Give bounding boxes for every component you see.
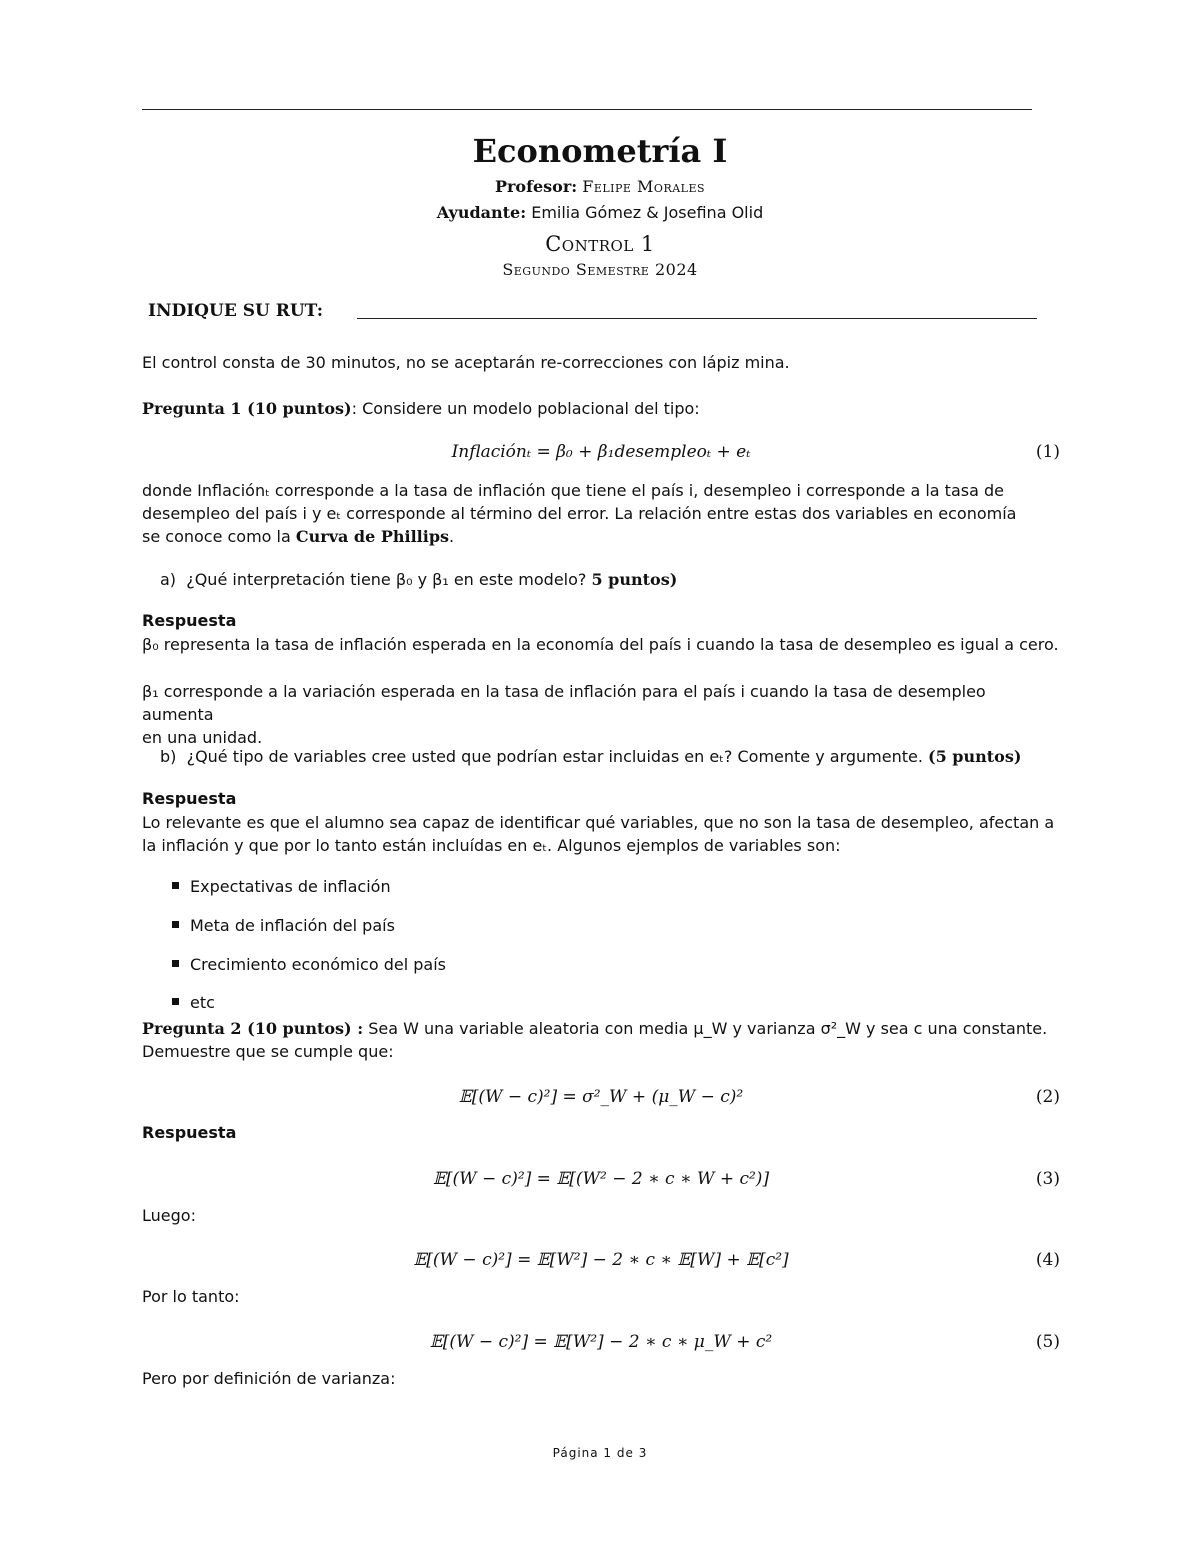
equation-3-body: 𝔼[(W − c)²] = 𝔼[(W² − 2 ∗ c ∗ W + c²)]: [432, 1169, 770, 1189]
q2-label: Pregunta 2 (10 puntos) :: [142, 1019, 364, 1038]
intro-text: El control consta de 30 minutos, no se aceptarán re-correcciones con lápiz mina.: [142, 353, 790, 372]
page-number: Página 1 de 3: [552, 1446, 648, 1460]
q2-answer-heading: Respuesta: [142, 1123, 237, 1142]
equation-1-number: (1): [1035, 442, 1060, 462]
q1b-answer-line-2: la inflación y que por lo tanto están incluídas en eₜ. Algunos ejemplos de variables son:: [142, 836, 841, 855]
equation-4-number: (4): [1035, 1250, 1060, 1270]
bullet-icon: [172, 921, 179, 928]
assistant-names: Emilia Gómez & Josefina Olid: [531, 203, 764, 222]
rut-input-line[interactable]: [357, 318, 1037, 319]
professor-name: Felipe Morales: [582, 177, 706, 196]
list-item: Meta de inflación del país: [172, 916, 395, 935]
equation-2-number: (2): [1035, 1087, 1060, 1107]
part-b-text: ¿Qué tipo de variables cree usted que podrían estar incluidas en eₜ? Comente y argumente.: [186, 747, 929, 766]
bullet-icon: [172, 998, 179, 1005]
equation-5-body: 𝔼[(W − c)²] = 𝔼[W²] − 2 ∗ c ∗ μ_W + c²: [429, 1332, 773, 1352]
part-a-text: ¿Qué interpretación tiene β₀ y β₁ en este modelo?: [186, 570, 592, 589]
equation-2-body: 𝔼[(W − c)²] = σ²_W + (μ_W − c)²: [458, 1087, 744, 1107]
q1-label: Pregunta 1 (10 puntos): [142, 399, 352, 418]
assistant-line: [0, 203, 1200, 222]
q1-desc-line-1: donde Inflaciónₜ corresponde a la tasa de inflación que tiene el país i, desempleo i corresponde a la tasa de: [142, 481, 1004, 500]
assistant-label: Ayudante:: [436, 203, 527, 222]
bullet-icon: [172, 960, 179, 967]
q2-text: Sea W una variable aleatoria con media μ_W y varianza σ²_W y sea c una constante.: [363, 1019, 1048, 1038]
list-item: Expectativas de inflación: [172, 877, 391, 896]
equation-1-body: Inflaciónₜ = β₀ + β₁desempleoₜ + eₜ: [451, 442, 751, 462]
semester: Segundo Semestre 2024: [502, 260, 698, 279]
top-rule: [142, 109, 1032, 110]
q2-text-2: Demuestre que se cumple que:: [142, 1042, 394, 1061]
q1-statement: [142, 397, 1060, 420]
rut-label: INDIQUE SU RUT:: [148, 301, 323, 321]
part-a-points: 5 puntos): [591, 570, 678, 589]
equation-5-number: (5): [1035, 1332, 1060, 1352]
q1b-answer-line-1: Lo relevante es que el alumno sea capaz de identificar qué variables, que no son la tasa de desempleo, afectan a: [142, 813, 1055, 832]
q1a-answer-2-line-1: β₁ corresponde a la variación esperada en la tasa de inflación para el país i cuando la tasa de desempleo aumenta: [142, 682, 986, 724]
por-lo-tanto-text: Por lo tanto:: [142, 1287, 240, 1306]
q1a-answer-2-line-2: en una unidad.: [142, 728, 263, 747]
q1b-answer: [142, 811, 1060, 857]
phillips-curve-term: Curva de Phillips: [295, 527, 450, 546]
q1-part-a: [160, 568, 1060, 591]
page-title: Econometría I: [472, 132, 728, 170]
list-item: Crecimiento económico del país: [172, 955, 446, 974]
equation-4-body: 𝔼[(W − c)²] = 𝔼[W²] − 2 ∗ c ∗ 𝔼[W] + 𝔼[c²]: [413, 1250, 789, 1270]
q2-statement: [142, 1017, 1060, 1063]
q1-part-b: [160, 745, 1060, 768]
luego-text: Luego:: [142, 1206, 196, 1225]
q1-description: [142, 479, 1060, 548]
equation-3-number: (3): [1035, 1169, 1060, 1189]
exam-name: Control 1: [545, 232, 655, 256]
q1a-answer-2: [142, 680, 1060, 749]
professor-label: Profesor:: [494, 177, 578, 196]
q1-desc-line-3: se conoce como la Curva de Phillips.: [142, 527, 455, 546]
part-b-label: b): [160, 747, 177, 766]
professor-line: [0, 177, 1200, 196]
part-a-label: a): [160, 570, 177, 589]
part-b-points: (5 puntos): [928, 747, 1022, 766]
q1-text: : Considere un modelo poblacional del tipo:: [351, 399, 700, 418]
q1a-answer-heading: Respuesta: [142, 611, 237, 630]
q1-desc-line-2: desempleo del país i y eₜ corresponde al término del error. La relación entre estas dos variables en economía: [142, 504, 1017, 523]
bullet-icon: [172, 882, 179, 889]
variance-definition-text: Pero por definición de varianza:: [142, 1369, 396, 1388]
list-item: etc: [172, 993, 215, 1012]
q1b-answer-heading: Respuesta: [142, 789, 237, 808]
q1a-answer-1: β₀ representa la tasa de inflación esperada en la economía del país i cuando la tasa de desempleo es igual a cero.: [142, 635, 1059, 654]
